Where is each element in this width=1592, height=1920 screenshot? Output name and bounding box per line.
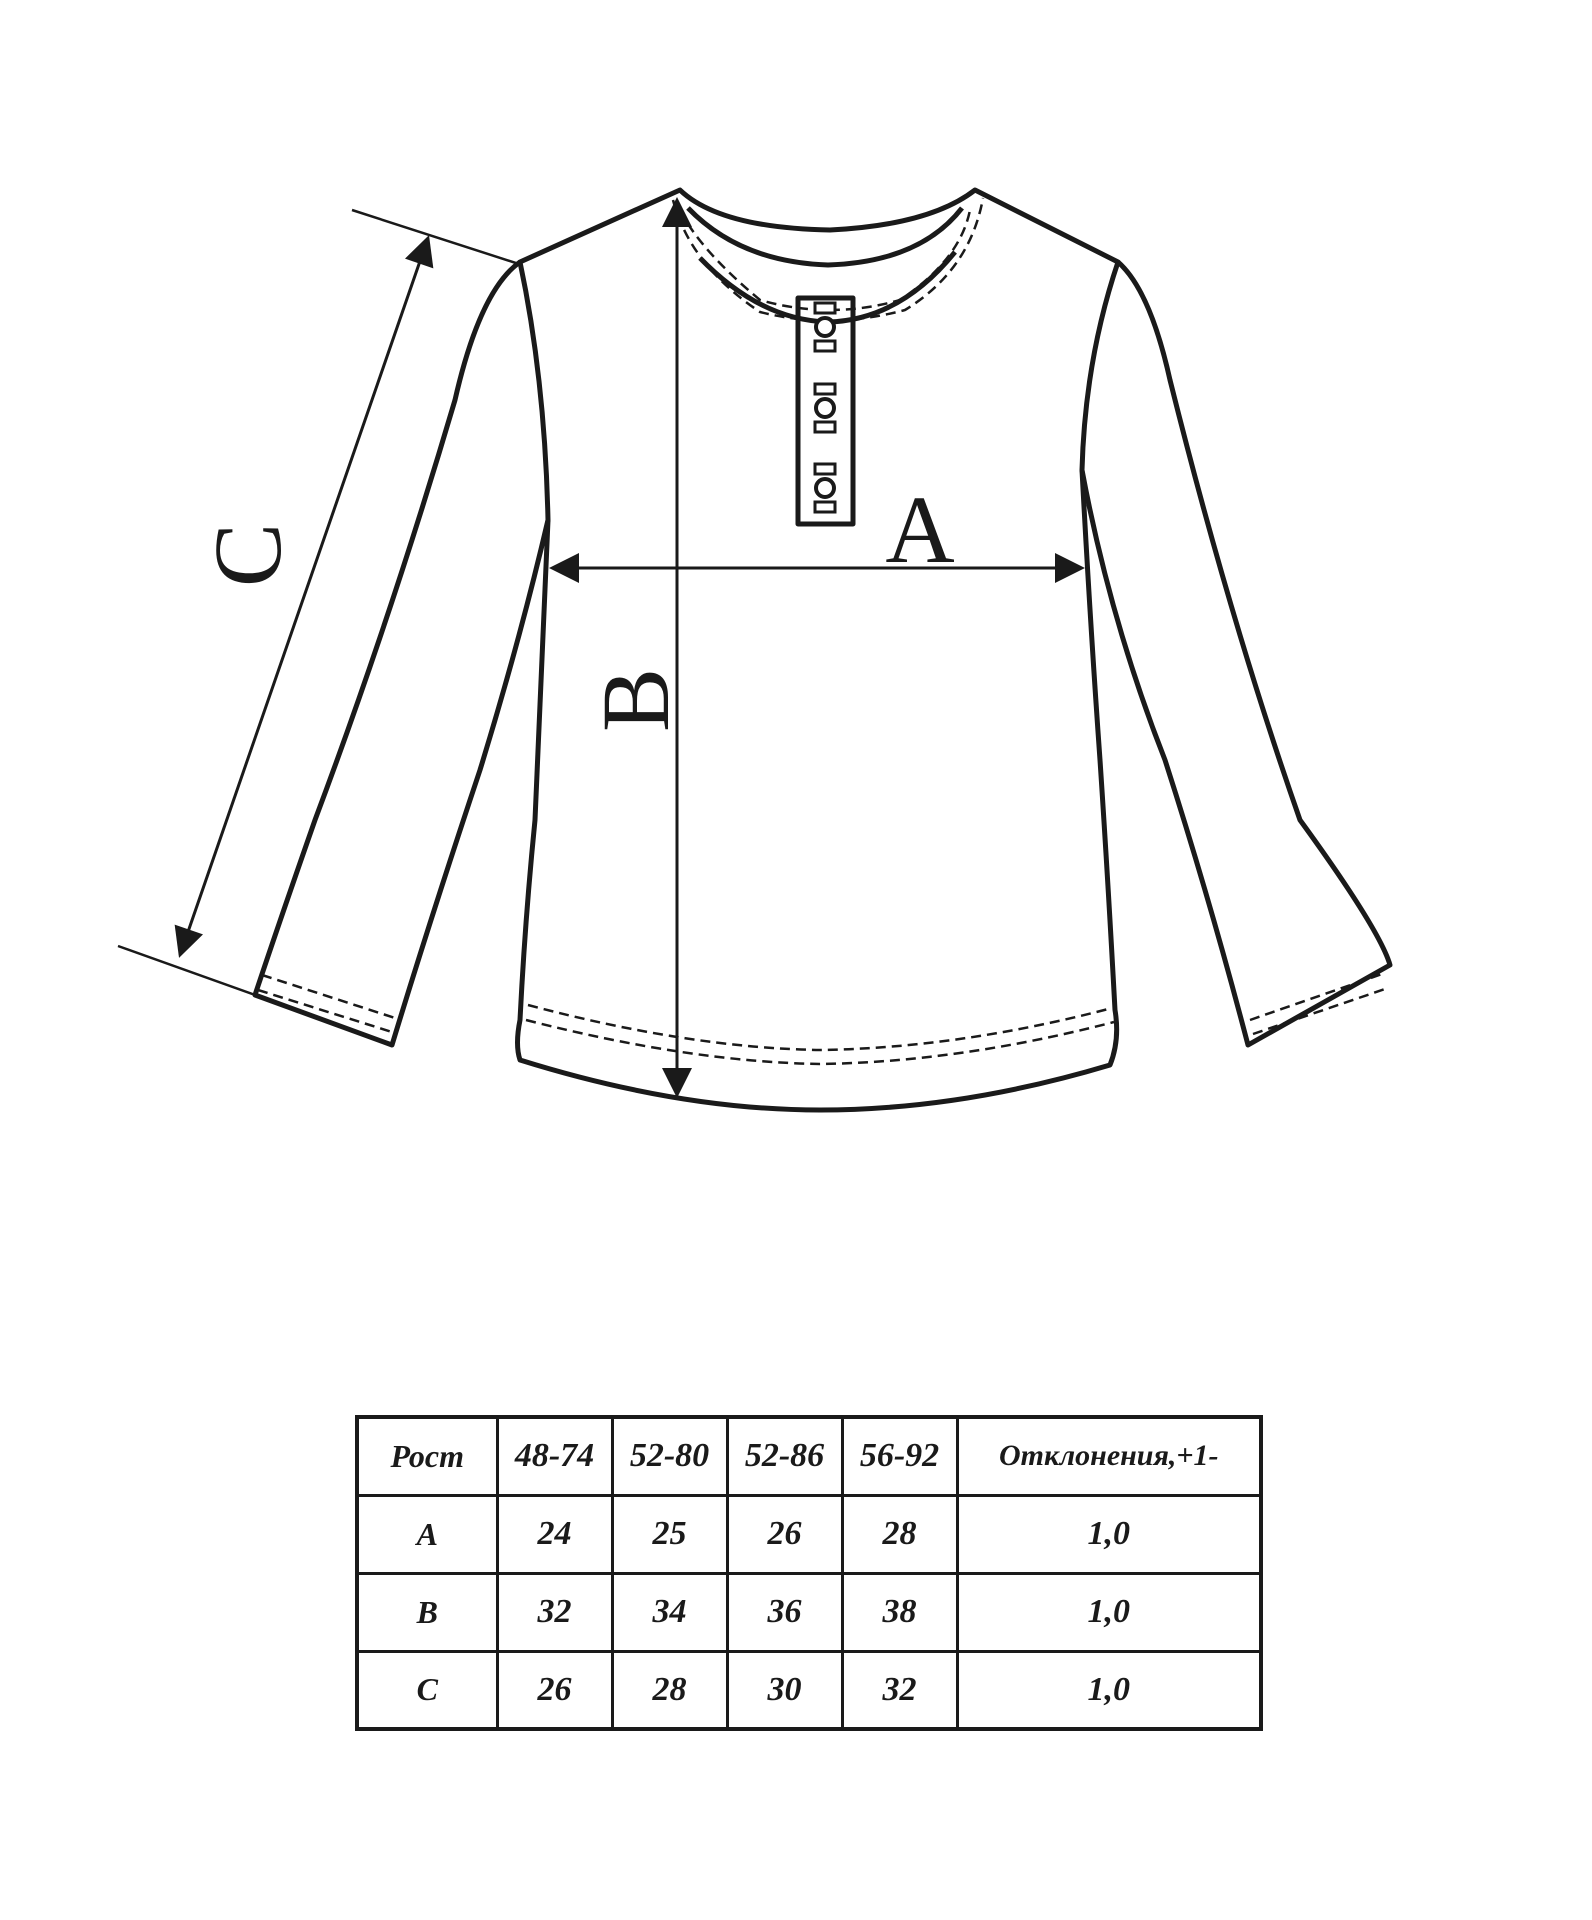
header-cell: 56-92 (842, 1417, 957, 1495)
table-cell: 32 (497, 1573, 612, 1651)
table-cell: 25 (612, 1495, 727, 1573)
table-cell: 30 (727, 1651, 842, 1729)
row-label: C (357, 1651, 497, 1729)
table-row (357, 1573, 1261, 1651)
table-cell: 26 (727, 1495, 842, 1573)
header-cell: 48-74 (497, 1417, 612, 1495)
header-cell: Отклонения,+1- (957, 1417, 1261, 1495)
table-cell: 28 (842, 1495, 957, 1573)
placket-buttons (815, 303, 835, 512)
row-label: B (357, 1573, 497, 1651)
table-cell: 34 (612, 1573, 727, 1651)
label-c: C (194, 522, 301, 588)
header-cell: 52-80 (612, 1417, 727, 1495)
table-row (357, 1651, 1261, 1729)
table-cell: 1,0 (957, 1573, 1261, 1651)
table-row (357, 1495, 1261, 1573)
table-cell: 28 (612, 1651, 727, 1729)
button-icon (816, 399, 834, 417)
row-label: A (357, 1495, 497, 1573)
measurement-lines (118, 200, 1082, 1095)
button-icon (816, 479, 834, 497)
table-cell: 26 (497, 1651, 612, 1729)
table-cell: 32 (842, 1651, 957, 1729)
button-icon (816, 318, 834, 336)
table-cell: 1,0 (957, 1495, 1261, 1573)
header-cell: 52-86 (727, 1417, 842, 1495)
table-cell: 38 (842, 1573, 957, 1651)
table-cell: 36 (727, 1573, 842, 1651)
label-a: A (885, 476, 955, 583)
header-cell: Рост (357, 1417, 497, 1495)
table-cell: 1,0 (957, 1651, 1261, 1729)
table-header-row (357, 1417, 1261, 1495)
label-b: B (582, 667, 689, 733)
table-cell: 24 (497, 1495, 612, 1573)
size-table (355, 1415, 1263, 1731)
